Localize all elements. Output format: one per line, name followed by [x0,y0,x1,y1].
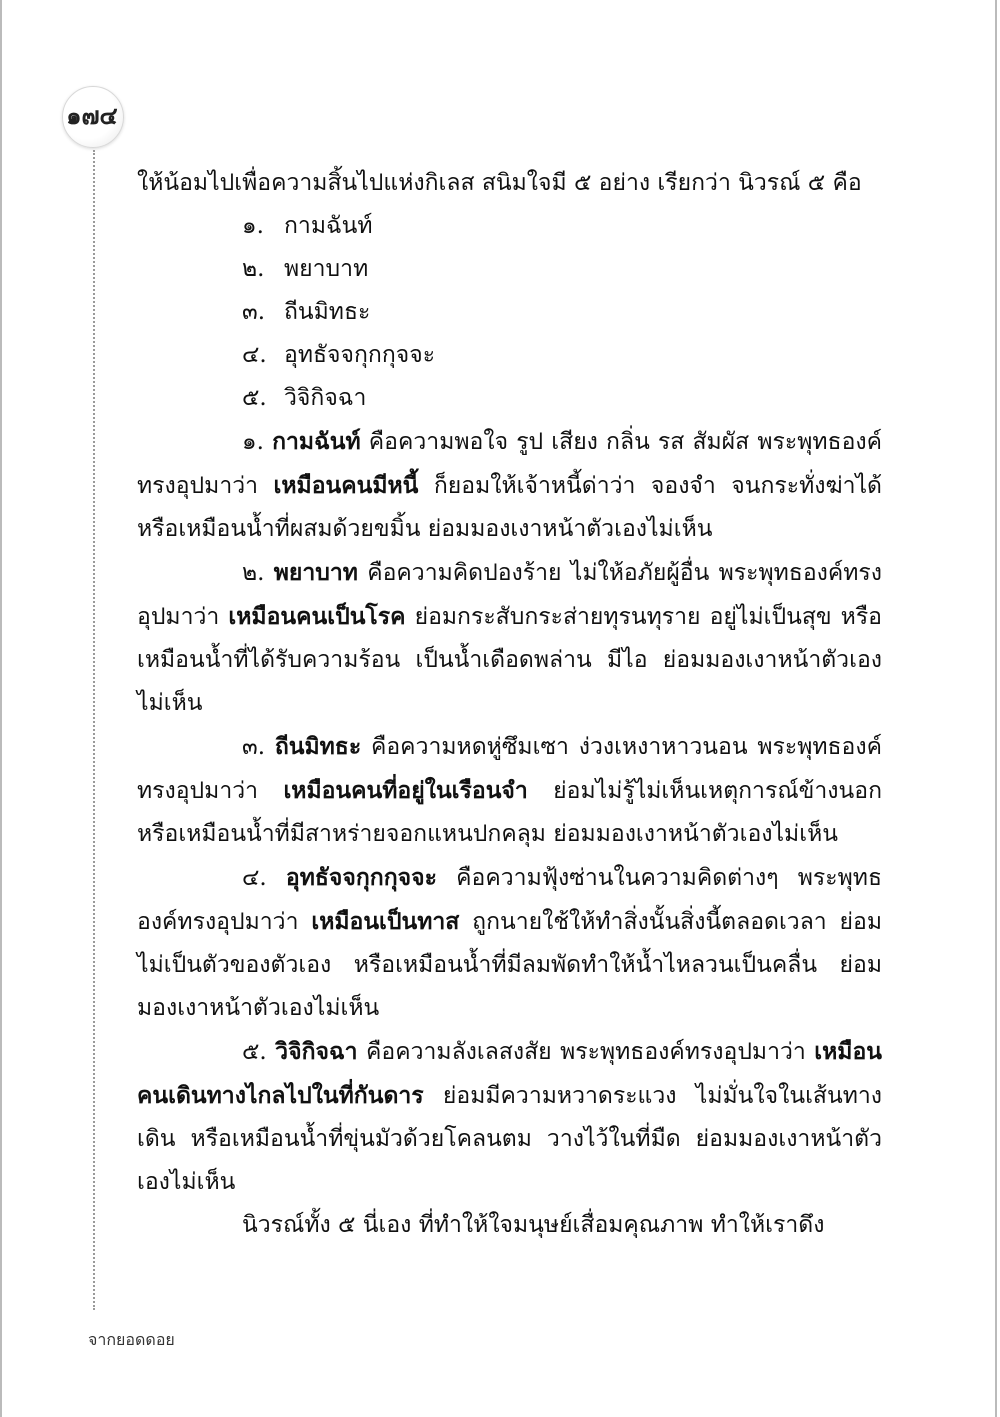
page-content [137,162,882,1247]
intro-paragraph: ให้น้อมไปเพื่อความสิ้นไปแห่งกิเลส สนิมใจมี ๕ อย่าง เรียกว่า นิวรณ์ ๕ คือ [137,170,862,196]
simile: เหมือนคนเป็นโรค [228,603,406,630]
list-item: ๒. พยาบาท [242,256,369,282]
list-item: ๓. ถีนมิทธะ [242,299,371,325]
list-item: ๕. วิจิกิจฉา [242,385,367,411]
margin-dotted-line [93,150,95,1310]
paragraph-thinamiddha: ๓. ถีนมิทธะ คือความหดหู่ซึมเซา ง่วงเหงาหาวนอน พระพุทธองค์ทรงอุปมาว่า เหมือนคนที่อยู่ในเรือนจำ ย่อมไม่รู้ไม่เห็นเหตุการณ์ข้างนอก หรือเหมือนน้ำที่มีสาหร่ายจอกแหนปกคลุม ย่อมมองเงาหน้าตัวเองไม่เห็น [137,733,882,847]
simile: เหมือนเป็นทาส [311,908,460,935]
paragraph-vicikiccha: ๕. วิจิกิจฉา คือความลังเลสงสัย พระพุทธองค์ทรงอุปมาว่า เหมือนคนเดินทางไกลไปในที่กันดาร ย่อมมีความหวาดระแวง ไม่มั่นใจในเส้นทางเดิน หรือเหมือนน้ำที่ขุ่นมัวด้วยโคลนตม วางไว้ในที่มืด ย่อมมองเงาหน้าตัวเองไม่เห็น [137,1038,883,1195]
term: พยาบาท [273,559,358,586]
term: กามฉันท์ [272,428,361,455]
page-number: ๑๗๔ [66,101,118,130]
term: ถีนมิทธะ [274,733,362,760]
term: วิจิกิจฉา [275,1038,358,1065]
footer-book-title: จากยอดดอย [88,1330,175,1349]
paragraph-uddhacca: ๔. อุทธัจจกุกกุจจะ คือความฟุ้งซ่านในความคิดต่างๆ พระพุทธองค์ทรงอุปมาว่า เหมือนเป็นทาส ถูกนายใช้ให้ทำสิ่งนั้นสิ่งนี้ตลอดเวลา ย่อมไม่เป็นตัวของตัวเอง หรือเหมือนน้ำที่มีลมพัดทำให้น้ำไหลวนเป็นคลื่น ย่อมมองเงาหน้าตัวเองไม่เห็น [137,864,882,1021]
list-item: ๔. อุทธัจจกุกกุจจะ [242,342,436,368]
hindrance-list [137,205,882,420]
closing-paragraph: นิวรณ์ทั้ง ๕ นี่เอง ที่ทำให้ใจมนุษย์เสื่อมคุณภาพ ทำให้เราดึง [242,1212,825,1238]
simile: เหมือนคนที่อยู่ในเรือนจำ [283,777,528,804]
list-item: ๑. กามฉันท์ [242,213,373,239]
paragraph-byapada: ๒. พยาบาท คือความคิดปองร้าย ไม่ให้อภัยผู้อื่น พระพุทธองค์ทรงอุปมาว่า เหมือนคนเป็นโรค ย่อมกระสับกระส่ายทุรนทุราย อยู่ไม่เป็นสุข หรือเหมือนน้ำที่ได้รับความร้อน เป็นน้ำเดือดพล่าน มีไอ ย่อมมองเงาหน้าตัวเองไม่เห็น [137,559,882,716]
paragraph-kamachanda: ๑. กามฉันท์ คือความพอใจ รูป เสียง กลิ่น รส สัมผัส พระพุทธองค์ทรงอุปมาว่า เหมือนคนมีหนี้ ก็ยอมให้เจ้าหนี้ด่าว่า จองจำ จนกระทั่งฆ่าได้ หรือเหมือนน้ำที่ผสมด้วยขมิ้น ย่อมมองเงาหน้าตัวเองไม่เห็น [137,428,882,542]
term: อุทธัจจกุกกุจจะ [285,864,437,891]
simile: เหมือนคนมีหนี้ [273,472,419,499]
simile: เหมือนคนเดินทางไกลไปในที่กันดาร [137,1038,883,1109]
